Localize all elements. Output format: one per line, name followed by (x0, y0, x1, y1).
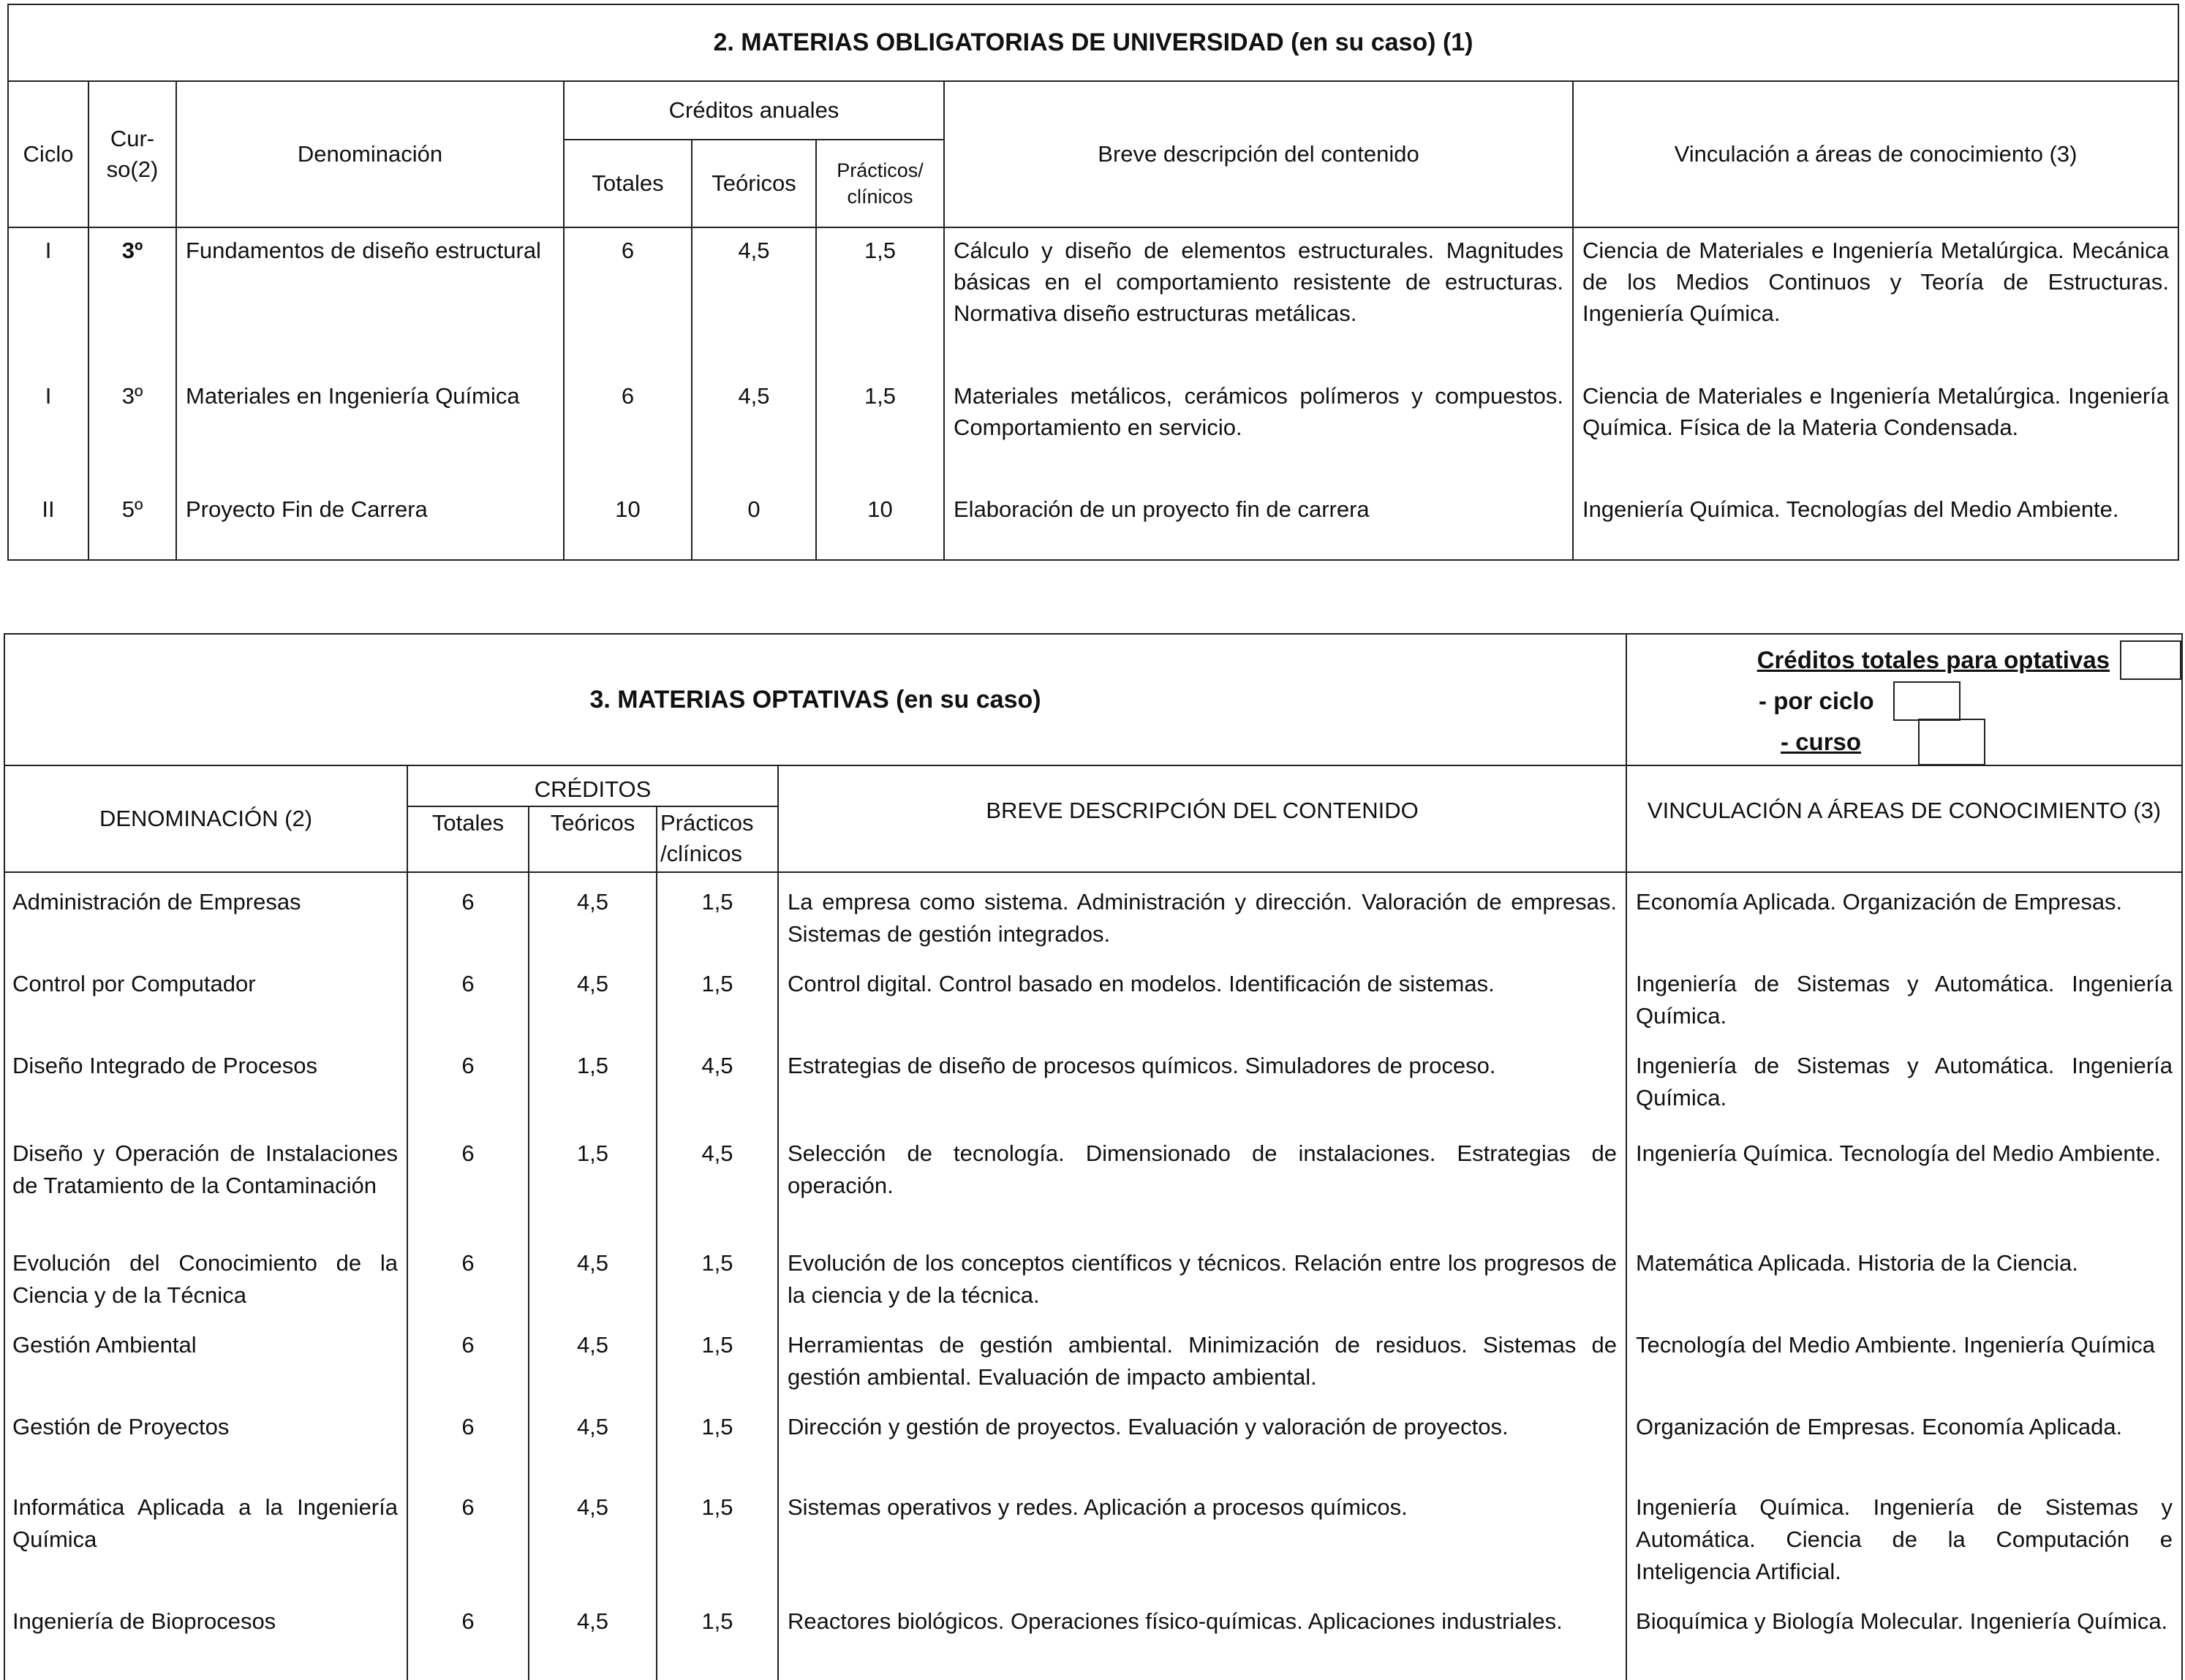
teoricos-cell: 4,5 (529, 1316, 657, 1398)
header-creditos-anuales: Créditos anuales (564, 81, 944, 140)
curso-cell: 3º (88, 374, 176, 487)
totales-cell: 6 (407, 1316, 529, 1398)
header-denominacion: Denominación (176, 81, 564, 227)
practicos-cell: 1,5 (657, 872, 778, 955)
table-row (8, 374, 2178, 487)
denominacion-cell: Gestión Ambiental (4, 1316, 407, 1398)
total-optativas-label: Créditos totales para optativas (1756, 646, 2110, 673)
vinculacion-cell: Tecnología del Medio Ambiente. Ingeniería Química (1626, 1316, 2182, 1398)
denominacion-cell: Informática Aplicada a la Ingeniería Química (4, 1478, 407, 1592)
teoricos-cell: 4,5 (529, 1478, 657, 1592)
totales-cell: 6 (564, 374, 692, 487)
por-ciclo-box (1893, 681, 1961, 721)
table-row (4, 872, 2182, 955)
totales-cell: 6 (407, 1398, 529, 1478)
denominacion-cell: Evolución del Conocimiento de la Ciencia y de la Técnica (4, 1234, 407, 1316)
table-row (4, 1398, 2182, 1478)
table-row (4, 1592, 2182, 1680)
teoricos-cell: 0 (692, 487, 816, 560)
totales-cell: 6 (407, 872, 529, 955)
table-row (4, 1234, 2182, 1316)
denominacion-cell: Diseño Integrado de Procesos (4, 1037, 407, 1124)
descripcion-cell: Materiales metálicos, cerámicos polímeros y compuestos. Comportamiento en servicio. (944, 374, 1573, 487)
descripcion-cell: Elaboración de un proyecto fin de carrera (944, 487, 1573, 560)
vinculacion-cell: Ciencia de Materiales e Ingeniería Metalúrgica. Ingeniería Química. Física de la Materia Condensada. (1573, 374, 2178, 487)
descripcion-cell: Cálculo y diseño de elementos estructurales. Magnitudes básicas en el comportamiento resistente de estructuras. Normativa diseño estructuras metálicas. (944, 227, 1573, 374)
vinculacion-cell: Matemática Aplicada. Historia de la Ciencia. (1626, 1234, 2182, 1316)
totales-cell: 6 (407, 1124, 529, 1234)
practicos-cell: 1,5 (816, 374, 944, 487)
header-descripcion: Breve descripción del contenido (944, 81, 1573, 227)
teoricos-cell: 4,5 (529, 955, 657, 1037)
table-row (4, 1316, 2182, 1398)
ciclo-cell: I (8, 374, 88, 487)
practicos-cell: 1,5 (657, 1316, 778, 1398)
denominacion-cell: Ingeniería de Bioprocesos (4, 1592, 407, 1680)
practicos-cell: 1,5 (657, 1234, 778, 1316)
optativas-credits-panel (1626, 634, 2182, 765)
ciclo-cell: II (8, 487, 88, 560)
header-ciclo: Ciclo (8, 81, 88, 227)
header-curso: Cur-so(2) (88, 81, 176, 227)
teoricos-cell: 4,5 (529, 872, 657, 955)
vinculacion-cell: Ingeniería de Sistemas y Automática. Ingeniería Química. (1626, 1037, 2182, 1124)
vinculacion-cell: Ciencia de Materiales e Ingeniería Metalúrgica. Mecánica de los Medios Continuos y Teoría de Estructuras. Ingeniería Química. (1573, 227, 2178, 374)
total-optativas-box (2120, 640, 2181, 680)
practicos-cell: 1,5 (657, 1478, 778, 1592)
teoricos-cell: 1,5 (529, 1037, 657, 1124)
descripcion-cell: Control digital. Control basado en modelos. Identificación de sistemas. (778, 955, 1626, 1037)
vinculacion-cell: Ingeniería Química. Tecnología del Medio Ambiente. (1626, 1124, 2182, 1234)
descripcion-cell: Dirección y gestión de proyectos. Evaluación y valoración de proyectos. (778, 1398, 1626, 1478)
curso-cell: 3º (88, 227, 176, 374)
header-practicos: Prácticos /clínicos (657, 806, 778, 872)
descripcion-cell: Evolución de los conceptos científicos y técnicos. Relación entre los progresos de la ciencia y de la técnica. (778, 1234, 1626, 1316)
header-teoricos: Teóricos (692, 140, 816, 227)
descripcion-cell: Reactores biológicos. Operaciones físico-químicas. Aplicaciones industriales. (778, 1592, 1626, 1680)
totales-cell: 6 (407, 1592, 529, 1680)
vinculacion-cell: Ingeniería de Sistemas y Automática. Ingeniería Química. (1626, 955, 2182, 1037)
table-row (4, 1124, 2182, 1234)
practicos-cell: 1,5 (816, 227, 944, 374)
header-teoricos: Teóricos (529, 806, 657, 872)
header-denominacion: DENOMINACIÓN (2) (4, 765, 407, 872)
totales-cell: 6 (407, 1037, 529, 1124)
por-ciclo-label: - por ciclo (1759, 687, 1874, 714)
totales-cell: 6 (407, 1234, 529, 1316)
practicos-cell: 1,5 (657, 1398, 778, 1478)
practicos-cell: 10 (816, 487, 944, 560)
obligatorias-table (7, 4, 2179, 561)
header-descripcion: BREVE DESCRIPCIÓN DEL CONTENIDO (778, 765, 1626, 872)
table-row (4, 1478, 2182, 1592)
denominacion-cell: Gestión de Proyectos (4, 1398, 407, 1478)
header-totales: Totales (407, 806, 529, 872)
teoricos-cell: 4,5 (529, 1234, 657, 1316)
curso-cell: 5º (88, 487, 176, 560)
optativas-table (4, 633, 2183, 1680)
header-totales: Totales (564, 140, 692, 227)
practicos-cell: 4,5 (657, 1037, 778, 1124)
denominacion-cell: Proyecto Fin de Carrera (176, 487, 564, 560)
curso-label: - curso (1781, 728, 1862, 755)
practicos-cell: 1,5 (657, 955, 778, 1037)
header-creditos: CRÉDITOS (407, 765, 778, 806)
vinculacion-cell: Bioquímica y Biología Molecular. Ingeniería Química. (1626, 1592, 2182, 1680)
teoricos-cell: 4,5 (692, 374, 816, 487)
header-vinculacion: VINCULACIÓN A ÁREAS DE CONOCIMIENTO (3) (1626, 765, 2182, 872)
header-vinculacion: Vinculación a áreas de conocimiento (3) (1573, 81, 2178, 227)
denominacion-cell: Fundamentos de diseño estructural (176, 227, 564, 374)
descripcion-cell: Herramientas de gestión ambiental. Minimización de residuos. Sistemas de gestión ambiental. Evaluación de impacto ambiental. (778, 1316, 1626, 1398)
table-row (4, 1037, 2182, 1124)
table-row (8, 227, 2178, 374)
curso-box (1918, 719, 1985, 765)
totales-cell: 10 (564, 487, 692, 560)
denominacion-cell: Control por Computador (4, 955, 407, 1037)
totales-cell: 6 (407, 955, 529, 1037)
denominacion-cell: Materiales en Ingeniería Química (176, 374, 564, 487)
vinculacion-cell: Organización de Empresas. Economía Aplicada. (1626, 1398, 2182, 1478)
totales-cell: 6 (564, 227, 692, 374)
vinculacion-cell: Ingeniería Química. Ingeniería de Sistemas y Automática. Ciencia de la Computación e Inteligencia Artificial. (1626, 1478, 2182, 1592)
vinculacion-cell: Ingeniería Química. Tecnologías del Medio Ambiente. (1573, 487, 2178, 560)
denominacion-cell: Diseño y Operación de Instalaciones de Tratamiento de la Contaminación (4, 1124, 407, 1234)
table-row (8, 487, 2178, 560)
descripcion-cell: Estrategias de diseño de procesos químicos. Simuladores de proceso. (778, 1037, 1626, 1124)
section-2-title: 2. MATERIAS OBLIGATORIAS DE UNIVERSIDAD (en su caso) (1) (8, 4, 2178, 81)
header-practicos: Prácticos/ clínicos (816, 140, 944, 227)
descripcion-cell: La empresa como sistema. Administración y dirección. Valoración de empresas. Sistemas de gestión integrados. (778, 872, 1626, 955)
denominacion-cell: Administración de Empresas (4, 872, 407, 955)
teoricos-cell: 4,5 (692, 227, 816, 374)
section-3-title: 3. MATERIAS OPTATIVAS (en su caso) (4, 634, 1626, 765)
ciclo-cell: I (8, 227, 88, 374)
totales-cell: 6 (407, 1478, 529, 1592)
practicos-cell: 1,5 (657, 1592, 778, 1680)
table-row (4, 955, 2182, 1037)
teoricos-cell: 4,5 (529, 1398, 657, 1478)
descripcion-cell: Selección de tecnología. Dimensionado de instalaciones. Estrategias de operación. (778, 1124, 1626, 1234)
vinculacion-cell: Economía Aplicada. Organización de Empresas. (1626, 872, 2182, 955)
descripcion-cell: Sistemas operativos y redes. Aplicación a procesos químicos. (778, 1478, 1626, 1592)
teoricos-cell: 1,5 (529, 1124, 657, 1234)
teoricos-cell: 4,5 (529, 1592, 657, 1680)
practicos-cell: 4,5 (657, 1124, 778, 1234)
